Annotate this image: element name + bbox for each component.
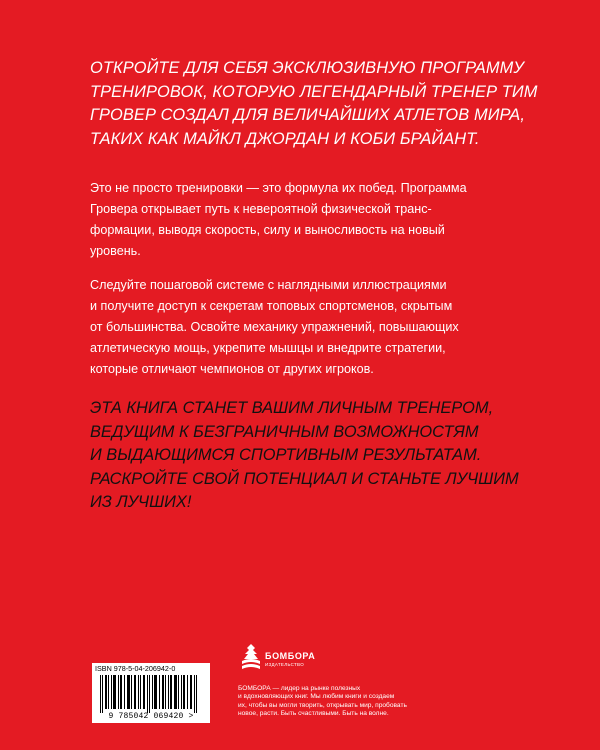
description-paragraph-1	[90, 178, 510, 262]
blurb-line: новое, расти. Быть счастливыми. Быть на волне.	[238, 710, 389, 718]
paragraph-line: уровень.	[90, 244, 141, 258]
barcode	[92, 663, 210, 723]
callout-line: ЭТА КНИГА СТАНЕТ ВАШИМ ЛИЧНЫМ ТРЕНЕРОМ,	[90, 399, 494, 417]
callout-line: ИЗ ЛУЧШИХ!	[90, 493, 192, 511]
publisher-blurb	[238, 685, 418, 719]
paragraph-line: и получите доступ к секретам топовых спортсменов, скрытым	[90, 299, 453, 313]
headline-line: ГРОВЕР СОЗДАЛ ДЛЯ ВЕЛИЧАЙШИХ АТЛЕТОВ МИРА,	[90, 106, 525, 124]
bombora-logo-icon	[238, 642, 264, 672]
headline-line: ТРЕНИРОВОК, КОТОРУЮ ЛЕГЕНДАРНЫЙ ТРЕНЕР ТИМ	[90, 82, 538, 101]
blurb-line: их, чтобы вы могли творить, открывать мир, пробовать	[238, 701, 407, 709]
paragraph-line: атлетическую мощь, укрепите мышцы и внедрите стратегии,	[90, 341, 446, 355]
callout-line: ВЕДУЩИМ К БЕЗГРАНИЧНЫМ ВОЗМОЖНОСТЯМ	[90, 422, 479, 441]
callout-line: РАСКРОЙТЕ СВОЙ ПОТЕНЦИАЛ И СТАНЬТЕ ЛУЧШИМ	[90, 469, 519, 488]
paragraph-line: формации, выводя скорость, силу и выносливость на новый	[90, 223, 445, 237]
blurb-line: БОМБОРА — лидер на рынке полезных	[238, 685, 361, 692]
publisher-subtitle: ИЗДАТЕЛЬСТВО	[265, 662, 305, 667]
isbn-label: ISBN 978-5-04-206942-0	[95, 664, 176, 673]
headline-line: ТАКИХ КАК МАЙКЛ ДЖОРДАН И КОБИ БРАЙАНТ.	[90, 129, 480, 148]
paragraph-line: Следуйте пошаговой системе с наглядными иллюстрациями	[90, 278, 447, 292]
callout	[90, 397, 520, 515]
paragraph-line: которые отличают чемпионов от других игроков.	[90, 362, 374, 376]
paragraph-line: Это не просто тренировки — это формула их побед. Программа	[90, 181, 467, 195]
callout-line: И ВЫДАЮЩИМСЯ СПОРТИВНЫМ РЕЗУЛЬТАТАМ.	[90, 446, 482, 464]
paragraph-line: от большинства. Освойте механику упражнений, повышающих	[90, 320, 459, 334]
publisher-name: БОМБОРА	[265, 651, 316, 661]
headline-line: ОТКРОЙТЕ ДЛЯ СЕБЯ ЭКСКЛЮЗИВНУЮ ПРОГРАММУ	[90, 59, 524, 77]
barcode-number: 9 785042 069420 >	[108, 712, 194, 721]
description-paragraph-2	[90, 275, 510, 380]
barcode-bars	[100, 675, 202, 713]
paragraph-line: Гровера открывает путь к невероятной физической транс-	[90, 202, 432, 216]
blurb-line: и вдохновляющих книг. Мы любим книги и создаем	[238, 693, 395, 701]
headline	[90, 57, 538, 151]
